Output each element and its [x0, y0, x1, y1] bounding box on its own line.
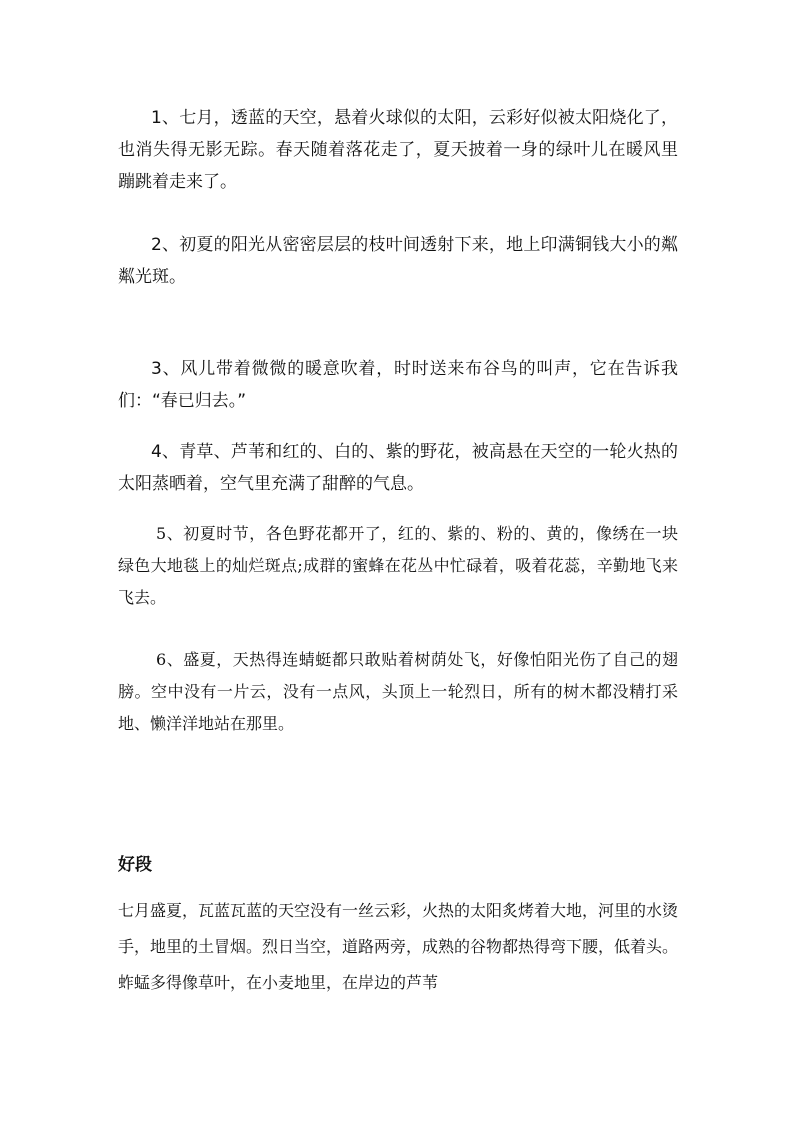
- paragraph-1: 1、七月，透蓝的天空，悬着火球似的太阳，云彩好似被太阳烧化了，也消失得无影无踪。春天随着落花走了，夏天披着一身的绿叶儿在暖风里蹦跳着走来了。: [118, 108, 678, 192]
- paragraph-6: 6、盛夏，天热得连蜻蜓都只敢贴着树荫处飞，好像怕阳光伤了自己的翅膀。空中没有一片云，没有一点风，头顶上一轮烈日，所有的树木都没精打采地、懒洋洋地站在那里。: [118, 650, 678, 733]
- paragraph-2: 2、初夏的阳光从密密层层的枝叶间透射下来，地上印满铜钱大小的粼粼光斑。: [118, 235, 678, 287]
- section-paragraph: 七月盛夏，瓦蓝瓦蓝的天空没有一丝云彩，火热的太阳炙烤着大地，河里的水烫手，地里的土冒烟。烈日当空，道路两旁，成熟的谷物都热得弯下腰，低着头。蚱蜢多得像草叶，在小麦地里，在岸边的芦苇: [118, 901, 679, 992]
- paragraph-3: 3、风儿带着微微的暖意吹着，时时送来布谷鸟的叫声，它在告诉我们：“春已归去。”: [118, 359, 678, 411]
- section-heading: 好段: [118, 855, 152, 875]
- paragraph-4: 4、青草、芦苇和红的、白的、紫的野花，被高悬在天空的一轮火热的太阳蒸晒着，空气里充满了甜醉的气息。: [118, 442, 678, 494]
- paragraph-5: 5、初夏时节，各色野花都开了，红的、紫的、粉的、黄的，像绣在一块绿色大地毯上的灿烂斑点;成群的蜜蜂在花丛中忙碌着，吸着花蕊，辛勤地飞来飞去。: [118, 524, 678, 607]
